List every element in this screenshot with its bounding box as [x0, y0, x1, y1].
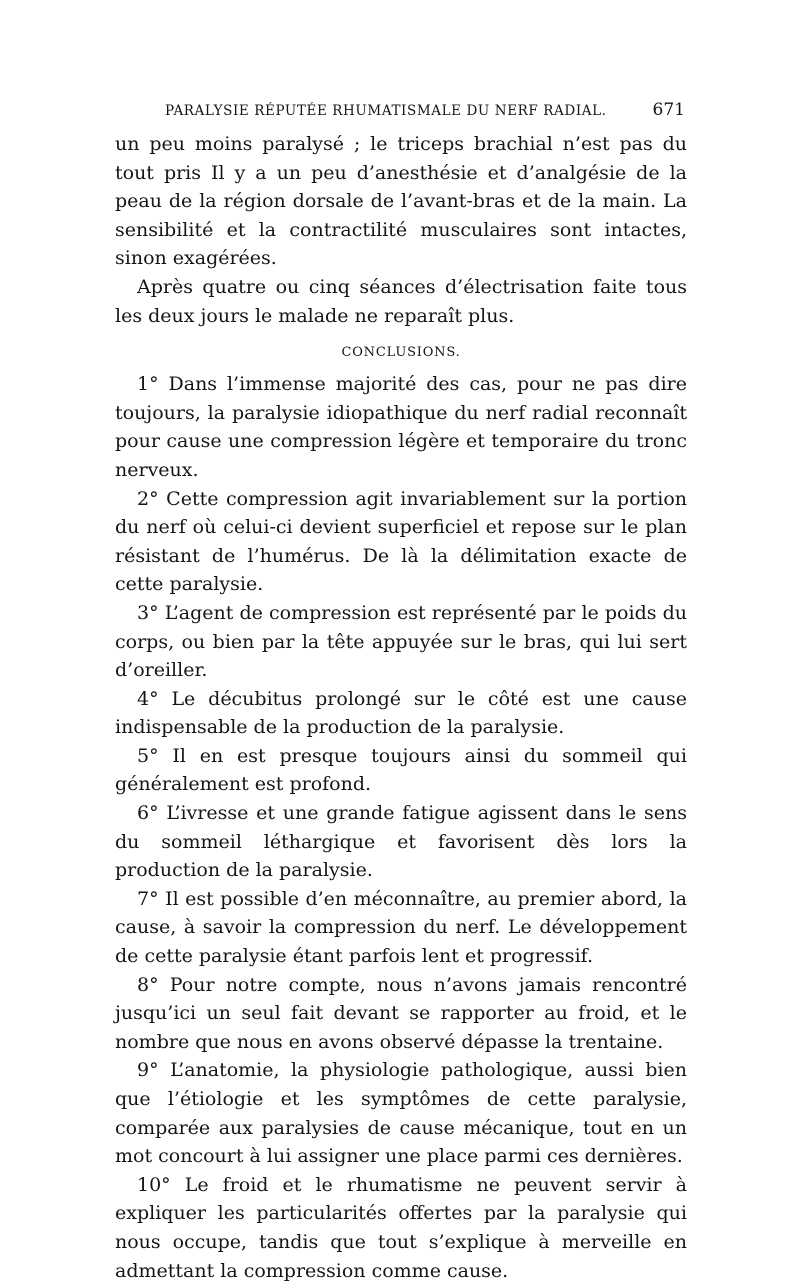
- page-number: 671: [652, 100, 685, 120]
- conclusion-item: 7° Il est possible d’en méconnaître, au premier abord, la cause, à savoir la compression du nerf. Le développement de cette paralysie étant parfois lent et progressif.: [115, 887, 687, 968]
- running-title: PARALYSIE RÉPUTÉE RHUMATISMALE DU NERF RADIAL.: [165, 103, 607, 119]
- page-header: [165, 100, 685, 120]
- conclusion-item: 6° L’ivresse et une grande fatigue agissent dans le sens du sommeil léthargique et favorisent dès lors la production de la paralysie.: [115, 802, 687, 882]
- conclusion-item: 1° Dans l’immense majorité des cas, pour ne pas dire toujours, la paralysie idiopathique du nerf radial reconnaît pour cause une compression légère et temporaire du tronc nerveux.: [115, 373, 687, 481]
- conclusion-item: 3° L’agent de compression est représenté par le poids du corps, ou bien par la tête appuyée sur le bras, qui lui sert d’oreiller.: [115, 601, 687, 682]
- section-title: CONCLUSIONS.: [341, 345, 461, 361]
- conclusion-item: 8° Pour notre compte, nous n’avons jamais rencontré jusqu’ici un seul fait devant se rapporter au froid, et le nombre que nous en avons observé dépasse la trentaine.: [115, 973, 687, 1053]
- conclusion-item: 10° Le froid et le rhumatisme ne peuvent servir à expliquer les particularités offertes par la paralysie qui nous occupe, tandis que tout s’explique à merveille en admettant la compression comme cause.: [115, 1173, 687, 1282]
- conclusion-item: 5° Il en est presque toujours ainsi du sommeil qui généralement est profond.: [115, 744, 687, 796]
- conclusion-item: 2° Cette compression agit invariablement sur la portion du nerf où celui-ci devient superficiel et repose sur le plan résistant de l’humérus. De là la délimitation exacte de cette paralysie.: [115, 487, 687, 596]
- paragraph: Après quatre ou cinq séances d’électrisation faite tous les deux jours le malade ne reparaît plus.: [115, 275, 687, 327]
- conclusion-item: 9° L’anatomie, la physiologie pathologique, aussi bien que l’étiologie et les symptômes de cette paralysie, comparée aux paralysies de cause mécanique, tout en un mot concourt à lui assigner une place parmi ces dernières.: [115, 1059, 687, 1168]
- conclusion-item: 4° Le décubitus prolongé sur le côté est une cause indispensable de la production de la paralysie.: [115, 687, 687, 739]
- paragraph: un peu moins paralysé ; le triceps brachial n’est pas du tout pris Il y a un peu d’anesthésie et d’analgésie de la peau de la région dorsale de l’avant-bras et de la main. La sensibilité et la contractilité musculaires sont intactes, sinon exagérées.: [115, 133, 687, 270]
- page-body: [115, 130, 687, 1285]
